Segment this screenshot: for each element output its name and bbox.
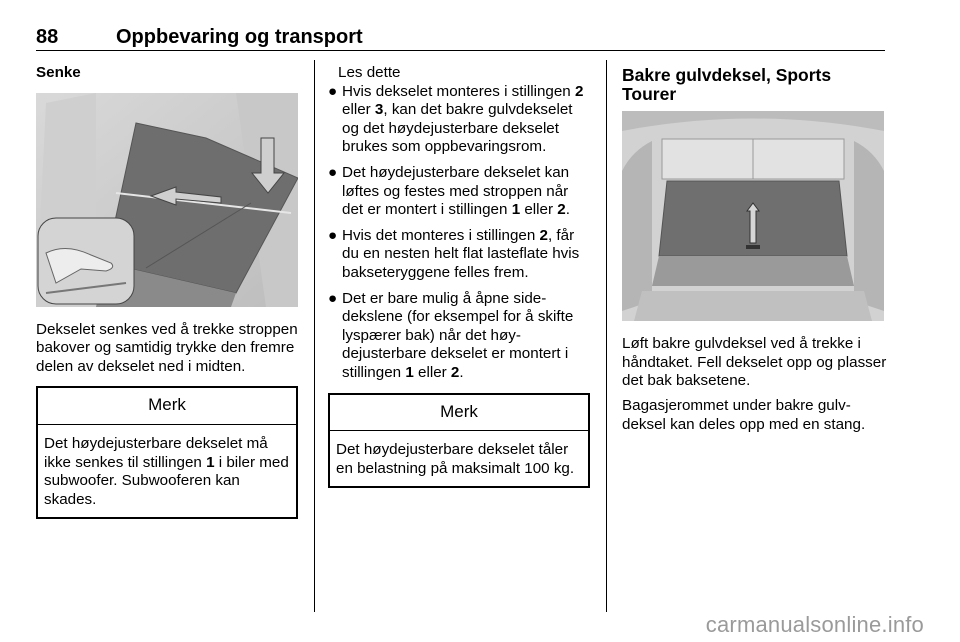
note-box: [328, 393, 590, 489]
note-body: Det høydejusterbare dekselet tåler en belastning på maksimalt 100 kg.: [336, 441, 575, 477]
section-heading-rear-floor-cover: Bakre gulvdeksel, Sports Tourer: [622, 65, 832, 104]
column-middle: [328, 60, 590, 488]
note-text: i biler med subwoofer. Subwooferen kan skades.: [44, 453, 289, 508]
paragraph-lowering: Dekselet senkes ved å trekke stroppen bakover og samtidig trykke den fremre delen av dekselet ned i midten.: [36, 320, 298, 375]
column-right: [622, 60, 887, 440]
column-divider: [314, 60, 315, 612]
illustration-lowering-cover: [36, 93, 298, 307]
bullet-icon: ●: [328, 289, 338, 307]
note-box: [36, 386, 298, 519]
bullet-icon: ●: [328, 82, 338, 100]
list-item: ● Det høydejusterbare dekselet kan løftes og festes med stroppen når det er montert i stillingen 1 eller 2.: [328, 163, 570, 219]
note-title: Merk: [330, 395, 588, 432]
bullet-icon: ●: [328, 226, 338, 244]
intro-heading: Les dette: [338, 64, 401, 81]
watermark-text: carmanualsonline.info: [705, 612, 924, 637]
section-heading-senke: Senke: [36, 64, 81, 81]
bullet-icon: ●: [328, 163, 338, 181]
paragraph-divider-rod: Bagasjerommet under bakre gulvdeksel kan deles opp med en stang.: [622, 396, 866, 433]
paragraph-lift-cover: Løft bakre gulvdeksel ved å trekke i håndtaket. Fell dekselet opp og plasser det bak baksetene.: [622, 335, 887, 390]
bullet-list: [328, 83, 590, 383]
column-divider: [606, 60, 607, 612]
list-item: ● Hvis dekselet monteres i stillingen 2 eller 3, kan det bakre gulvdekselet og det høydejusterbare dekselet brukes som oppbevaringsrom.: [328, 82, 584, 156]
list-item: ● Det er bare mulig å åpne sidedekslene (for eksempel for å skifte lyspærer bak) når det høydejusterbare dekselet er montert i stillingen 1 eller 2.: [328, 289, 574, 381]
note-title: Merk: [38, 388, 296, 425]
position-number: 1: [206, 453, 215, 471]
list-item: ● Hvis det monteres i stillingen 2, får du en nesten helt flat lasteflate hvis bakseteryggene felles frem.: [328, 226, 580, 281]
note-text: Det høydejusterbare dekselet må ikke senkes til stillingen: [44, 434, 268, 471]
column-left: [36, 60, 298, 519]
page-number: 88: [36, 26, 59, 48]
illustration-rear-floor-cover: [622, 111, 884, 321]
chapter-title: Oppbevaring og transport: [116, 26, 363, 48]
page-header: [36, 24, 885, 51]
note-body: [38, 425, 296, 517]
